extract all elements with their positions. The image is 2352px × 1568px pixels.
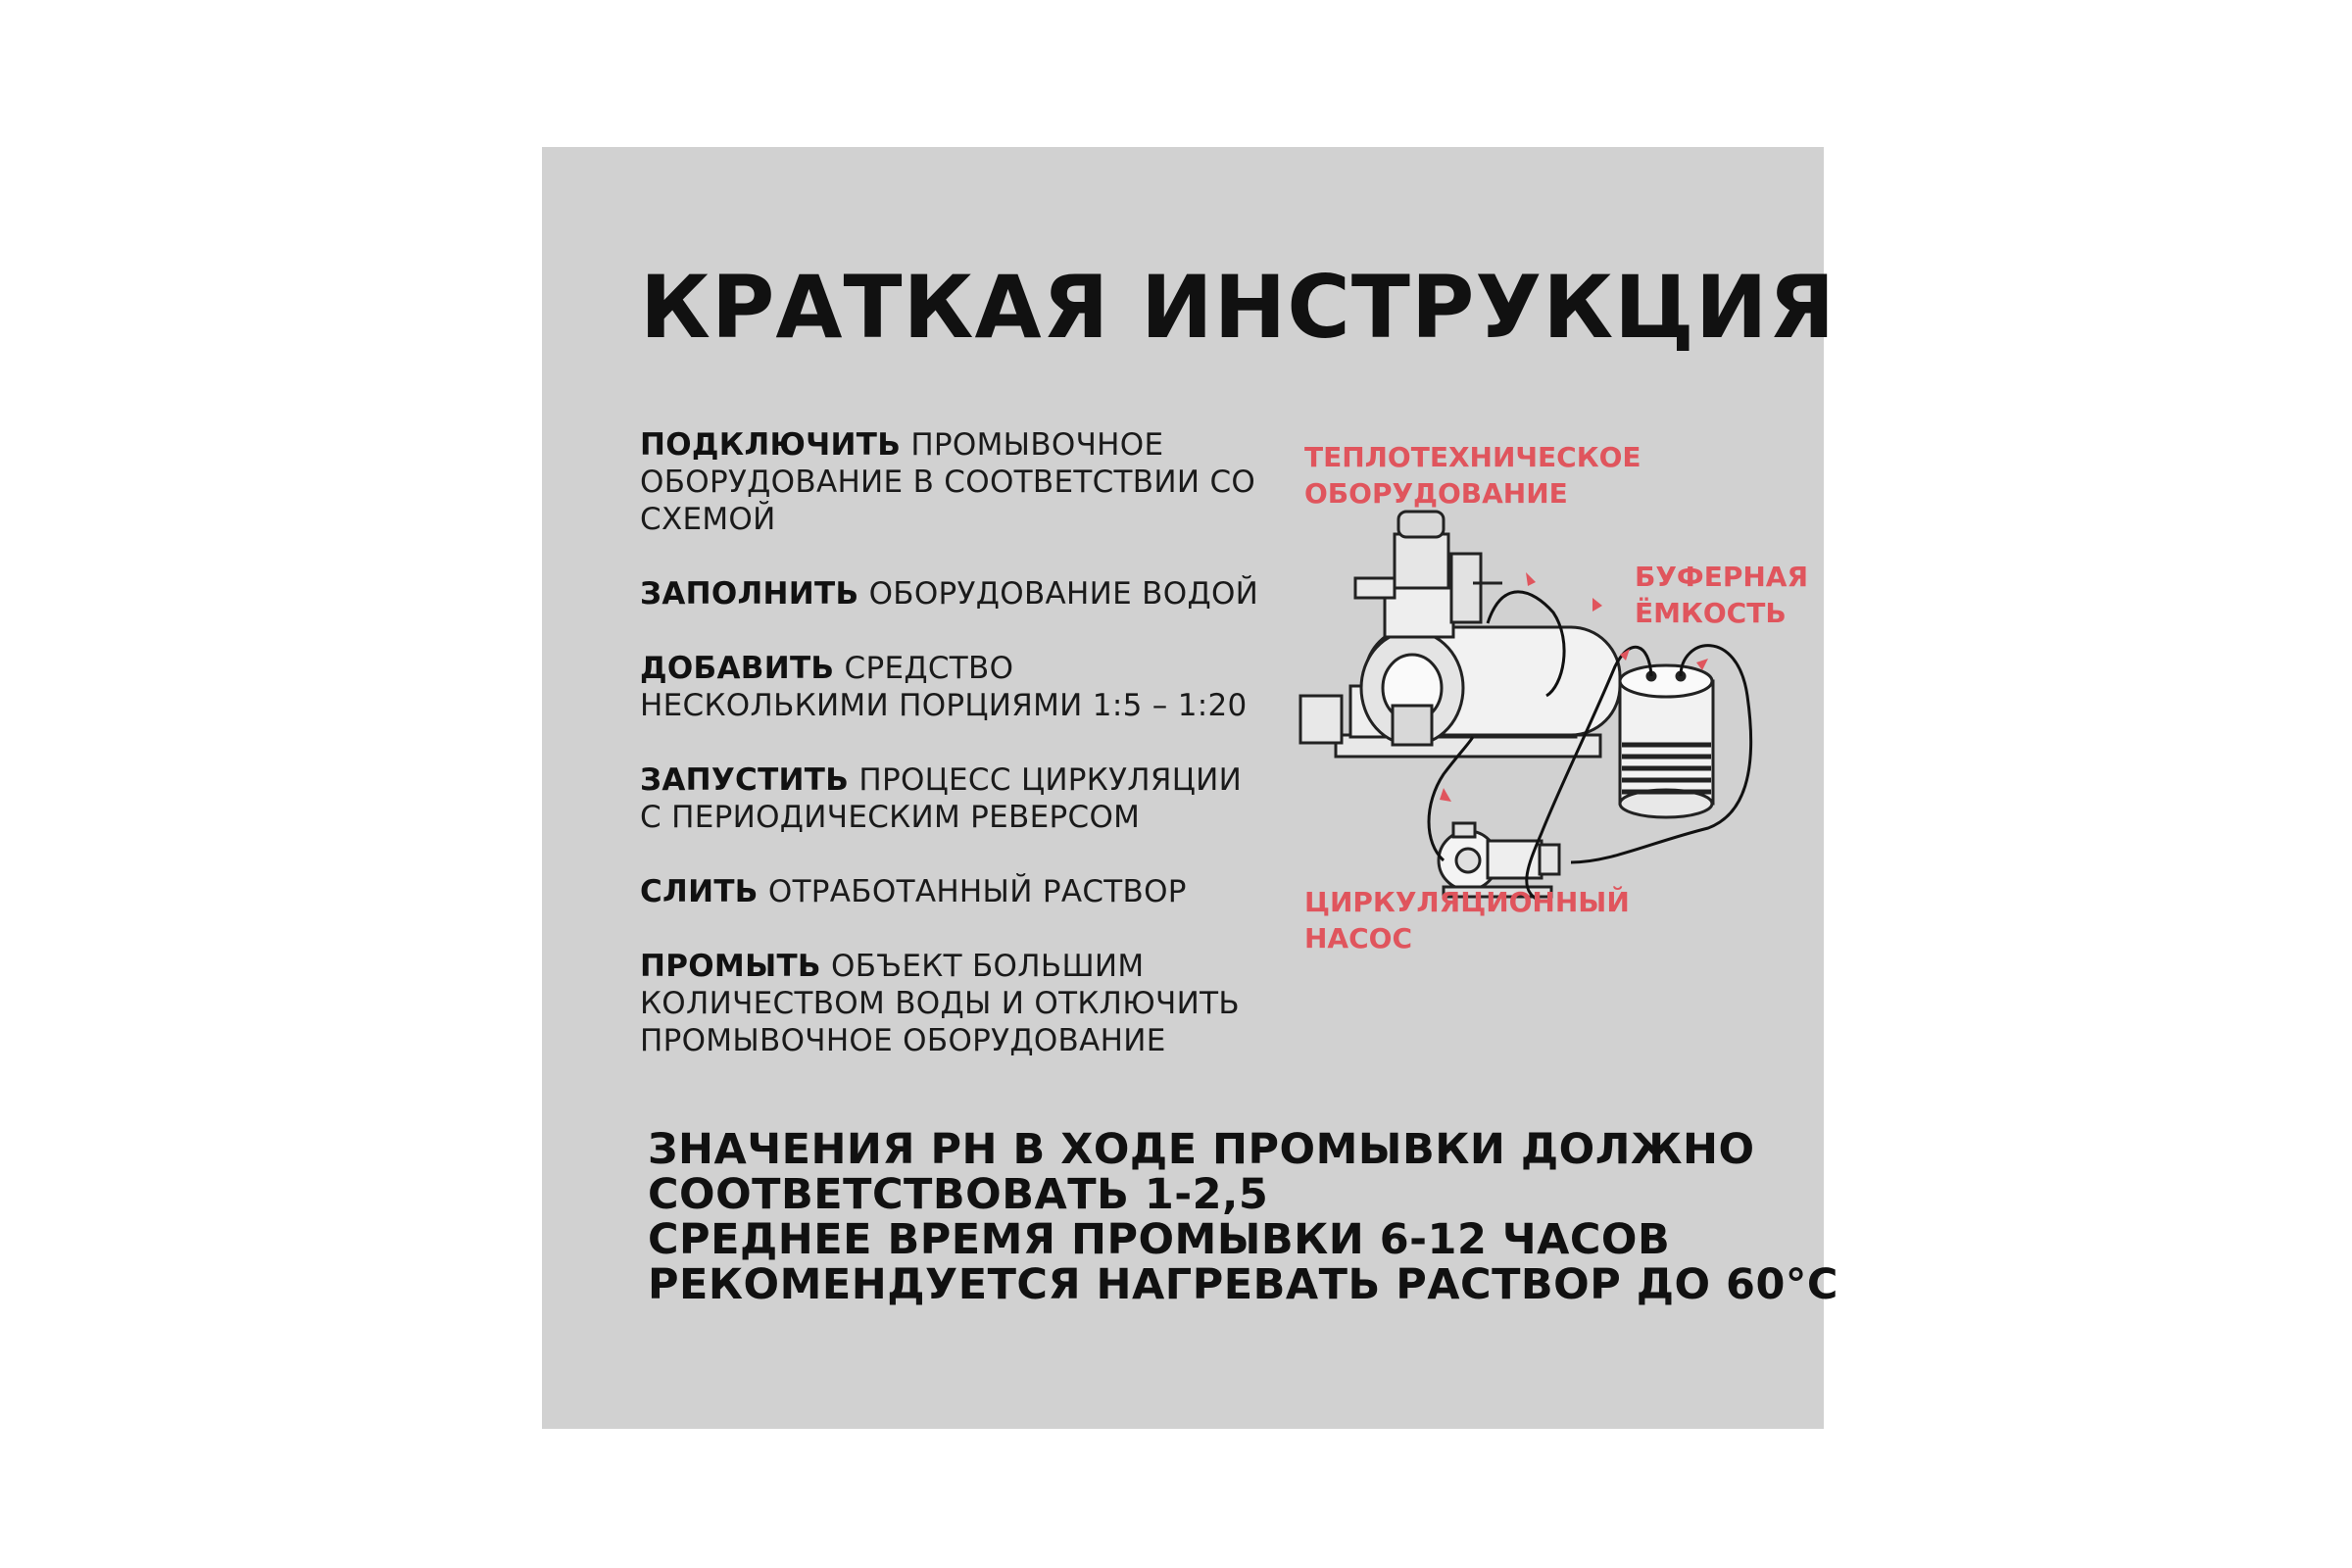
step-fill	[640, 575, 1267, 612]
buffer-tank-illustration	[1620, 665, 1713, 817]
label-line: ЦИРКУЛЯЦИОННЫЙ	[1304, 886, 1630, 918]
step-verb: ЗАПОЛНИТЬ	[640, 576, 859, 612]
label-line: НАСОС	[1304, 922, 1413, 955]
steps-list	[640, 426, 1267, 1097]
step-verb: ПРОМЫТЬ	[640, 949, 821, 984]
step-connect	[640, 426, 1267, 538]
circulation-pump-label	[1304, 884, 1630, 956]
label-line: ЁМКОСТЬ	[1635, 597, 1787, 629]
step-verb: ПОДКЛЮЧИТЬ	[640, 427, 902, 463]
instruction-card	[542, 147, 1838, 1429]
label-line: БУФЕРНАЯ	[1635, 561, 1809, 593]
step-text: СРЕДСТВО НЕСКОЛЬКИМИ ПОРЦИЯМИ 1:5 – 1:20	[640, 651, 1248, 723]
step-rinse	[640, 948, 1267, 1059]
step-text: ПРОМЫВОЧНОЕ ОБОРУДОВАНИЕ В СООТВЕТСТВИИ СО СХЕМОЙ	[640, 427, 1256, 537]
step-verb: СЛИТЬ	[640, 874, 759, 909]
step-text: ОБОРУДОВАНИЕ ВОДОЙ	[868, 576, 1259, 612]
step-text: ПРОЦЕСС ЦИРКУЛЯЦИИ С ПЕРИОДИЧЕСКИМ РЕВЕРСОМ	[640, 762, 1243, 835]
step-start	[640, 761, 1267, 836]
page-title: КРАТКАЯ ИНСТРУКЦИЯ	[640, 257, 1837, 358]
label-line: ОБОРУДОВАНИЕ	[1304, 477, 1568, 510]
note-temperature: РЕКОМЕНДУЕТСЯ НАГРЕВАТЬ РАСТВОР ДО 60°С	[648, 1260, 1838, 1309]
buffer-tank-label	[1635, 559, 1808, 631]
note-duration: СРЕДНЕЕ ВРЕМЯ ПРОМЫВКИ 6-12 ЧАСОВ	[648, 1215, 1671, 1264]
summary-notes	[648, 1125, 1838, 1309]
label-line: ТЕПЛОТЕХНИЧЕСКОЕ	[1304, 441, 1642, 473]
note-ph-range: СООТВЕТСТВОВАТЬ 1-2,5	[648, 1170, 1269, 1219]
step-verb: ДОБАВИТЬ	[640, 651, 835, 686]
boiler-illustration	[1300, 512, 1620, 757]
step-verb: ЗАПУСТИТЬ	[640, 762, 850, 798]
step-text: ОБЪЕКТ БОЛЬШИМ КОЛИЧЕСТВОМ ВОДЫ И ОТКЛЮЧИТЬ ПРОМЫВОЧНОЕ ОБОРУДОВАНИЕ	[640, 949, 1240, 1058]
heating-equipment-label	[1304, 439, 1642, 512]
step-drain	[640, 873, 1267, 910]
step-text: ОТРАБОТАННЫЙ РАСТВОР	[767, 874, 1187, 909]
note-ph: ЗНАЧЕНИЯ PH В ХОДЕ ПРОМЫВКИ ДОЛЖНО	[648, 1125, 1755, 1174]
flushing-diagram	[1297, 431, 1809, 980]
step-add	[640, 650, 1267, 724]
